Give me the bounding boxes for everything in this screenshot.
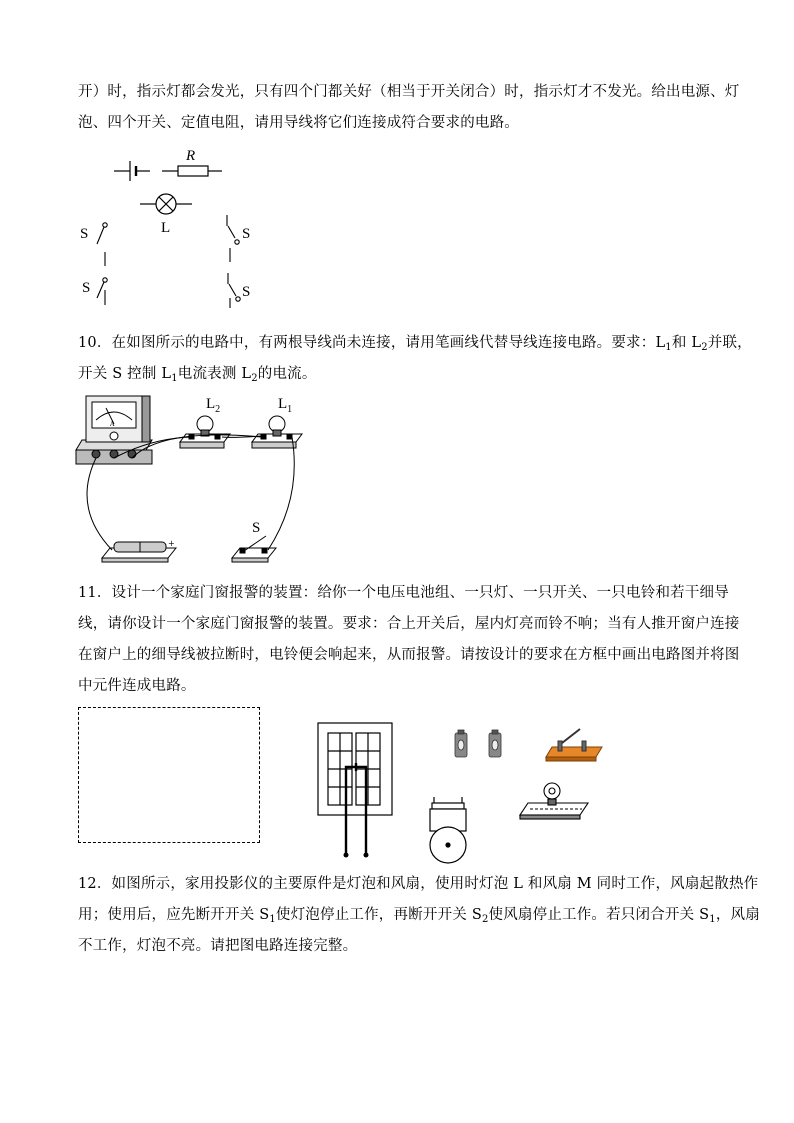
q9-text-line1: 开）时，指示灯都会发光，只有四个门都关好（相当于开关闭合）时，指示灯才不发光。给出电源、灯 (78, 84, 740, 100)
q10-line2-sub1: 1 (171, 373, 178, 384)
switch-symbol-top-right (227, 215, 239, 262)
battery-symbol (114, 161, 150, 181)
lamp-l1-board (252, 416, 302, 448)
svg-text:+: + (168, 539, 175, 548)
lamp-l2-label: $L_2$ (206, 396, 221, 415)
lamp-on-board (520, 783, 588, 819)
q9-component-diagram (70, 140, 290, 315)
q10-line2-part-b: 电流表测 L (177, 366, 252, 382)
q12-line2-part-d: ，风扇 (715, 907, 760, 923)
q10-line1-part-c: 并联， (707, 335, 752, 351)
q12-line2-sub3: 1 (709, 914, 716, 925)
resistor-symbol (162, 166, 222, 176)
q11-text-line2: 线，请你设计一个家庭门窗报警的装置。要求：合上开关后，屋内灯亮而铃不响；当有人推开窗户连接 (78, 616, 740, 632)
q12-text-line1: 12．如图所示，家用投影仪的主要原件是灯泡和风扇，使用时灯泡 L 和风扇 M 同时工作，风扇起散热作 (78, 876, 759, 892)
q11-text-line3: 在窗户上的细导线被拉断时，电铃便会响起来，从而报警。请按设计的要求在方框中画出电路图并将图 (78, 647, 740, 663)
q12-text-line2 (78, 905, 760, 925)
q10-line2-part-a: 开关 S 控制 L (78, 366, 172, 382)
switch-label-bottom-left: S (82, 280, 91, 296)
q10-line1-part-a: 10．在如图所示的电路中，有两根导线尚未连接，请用笔画线代替导线连接电路。要求：L (78, 335, 666, 351)
knife-switch (232, 536, 276, 562)
q10-line2-part-c: 的电流。 (257, 366, 317, 382)
resistor-label: R (186, 148, 196, 164)
lamp-symbol (140, 194, 192, 214)
q12-line2-part-c: 使风扇停止工作。若只闭合开关 S (488, 907, 710, 923)
wire-terminal-left (344, 853, 349, 858)
q10-line2-sub2: 2 (251, 373, 258, 384)
q12-line2-part-a: 用；使用后，应先断开开关 S (78, 907, 270, 923)
q11-text-line1: 11．设计一个家庭门窗报警的装置：给你一个电压电池组、一只灯、一只开关、一只电铃和若干细导 (78, 585, 729, 601)
answer-box[interactable] (78, 707, 260, 843)
q10-line1-sub2: 2 (701, 342, 708, 353)
lamp-l1-label: $L_1$ (278, 396, 293, 415)
switch-label-top-right: S (242, 226, 251, 242)
q10-text-line1 (78, 333, 752, 353)
q12-line2-sub2: 2 (481, 914, 489, 925)
switch-label-bottom-right: S (242, 284, 251, 300)
wire-terminal-right (364, 853, 369, 858)
lamp-label: L (161, 220, 171, 236)
q11-component-illustration (300, 715, 620, 865)
q12-text-line3: 不工作，灯泡不亮。请把图电路连接完整。 (78, 938, 358, 954)
electric-bell (430, 797, 466, 863)
switch-symbol-top-left (97, 223, 107, 266)
switch-symbol-bottom-right (228, 273, 240, 308)
switch-component (546, 729, 602, 761)
battery-holder (102, 539, 176, 562)
q12-line2-part-b: 使灯泡停止工作，再断开开关 S (275, 907, 482, 923)
q10-circuit-illustration (72, 388, 312, 568)
q9-text-line2: 泡、四个开关、定值电阻，请用导线将它们连接成符合要求的电路。 (78, 115, 519, 131)
switch-label: S (252, 520, 261, 536)
switch-label-top-left: S (80, 226, 89, 242)
q10-text-line2 (78, 364, 317, 384)
q11-text-line4: 中元件连成电路。 (78, 678, 196, 694)
ammeter (76, 396, 152, 464)
battery-cells (455, 730, 501, 757)
q10-line1-sub1: 1 (665, 342, 672, 353)
svg-text:A: A (110, 421, 115, 428)
q10-line1-part-b: 和 L (671, 335, 702, 351)
q12-line2-sub1: 1 (269, 914, 276, 925)
lamp-l2-board (180, 416, 230, 448)
switch-symbol-bottom-left (97, 278, 107, 305)
